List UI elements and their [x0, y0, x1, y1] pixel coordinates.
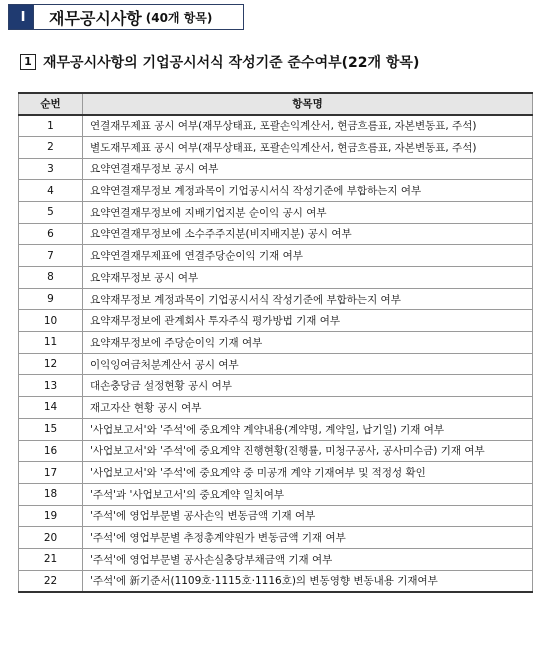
table-row [19, 462, 533, 484]
table-row [19, 353, 533, 375]
row-number: 6 [19, 223, 83, 245]
row-item: '주석'에 영업부문별 공사손실충당부채금액 기재 여부 [83, 548, 533, 570]
table-row [19, 310, 533, 332]
row-number: 7 [19, 245, 83, 267]
table-row [19, 418, 533, 440]
header-count: (40개 항목) [145, 10, 213, 25]
row-number: 22 [19, 570, 83, 592]
row-number: 17 [19, 462, 83, 484]
row-item: 별도재무제표 공시 여부(재무상태표, 포괄손익계산서, 현금흐름표, 자본변동표, 주석) [83, 136, 533, 158]
row-number: 3 [19, 158, 83, 180]
section-title-text: 재무공시사항의 기업공시서식 작성기준 준수여부(22개 항목) [43, 55, 420, 71]
row-item: 요약재무정보에 관계회사 투자주식 평가방법 기재 여부 [83, 310, 533, 332]
header-title-text: 재무공시사항 [49, 8, 142, 28]
row-number: 18 [19, 483, 83, 505]
table-row [19, 158, 533, 180]
row-number: 1 [19, 115, 83, 137]
header-roman-numeral: Ⅰ [9, 5, 37, 29]
section-subtitle [20, 52, 419, 72]
table-row [19, 180, 533, 202]
row-item: '주석'에 영업부문별 공사손익 변동금액 기재 여부 [83, 505, 533, 527]
row-item: '주석'과 '사업보고서'의 중요계약 일치여부 [83, 483, 533, 505]
row-number: 8 [19, 267, 83, 289]
table-row [19, 332, 533, 354]
row-item: 요약연결재무정보에 소수주주지분(비지배지분) 공시 여부 [83, 223, 533, 245]
page-title [37, 5, 243, 29]
row-number: 10 [19, 310, 83, 332]
table-row [19, 201, 533, 223]
row-item: 요약연결재무정보에 지배기업지분 순이익 공시 여부 [83, 201, 533, 223]
table-row [19, 548, 533, 570]
table-row [19, 136, 533, 158]
items-table [18, 92, 533, 593]
row-item: '사업보고서'와 '주석'에 중요계약 중 미공개 계약 기재여부 및 적정성 확인 [83, 462, 533, 484]
row-item: 요약연결재무정보 공시 여부 [83, 158, 533, 180]
table-row [19, 245, 533, 267]
table-row [19, 115, 533, 137]
row-item: 대손충당금 설정현황 공시 여부 [83, 375, 533, 397]
row-number: 12 [19, 353, 83, 375]
row-item: 요약재무정보에 주당순이익 기재 여부 [83, 332, 533, 354]
row-number: 5 [19, 201, 83, 223]
table-row [19, 505, 533, 527]
row-number: 19 [19, 505, 83, 527]
row-item: '주석'에 영업부문별 추정총계약원가 변동금액 기재 여부 [83, 527, 533, 549]
row-item: 재고자산 현황 공시 여부 [83, 397, 533, 419]
row-item: '사업보고서'와 '주석'에 중요계약 계약내용(계약명, 계약일, 납기일) 기재 여부 [83, 418, 533, 440]
table-row [19, 483, 533, 505]
row-number: 9 [19, 288, 83, 310]
table-header-row [19, 93, 533, 115]
table-row [19, 397, 533, 419]
table-row [19, 440, 533, 462]
row-number: 20 [19, 527, 83, 549]
row-item: 이익잉여금처분계산서 공시 여부 [83, 353, 533, 375]
table-row [19, 288, 533, 310]
table-row [19, 527, 533, 549]
row-item: '사업보고서'와 '주석'에 중요계약 진행현황(진행률, 미청구공사, 공사미수금) 기재 여부 [83, 440, 533, 462]
section-header [8, 4, 244, 30]
table-row [19, 223, 533, 245]
row-number: 14 [19, 397, 83, 419]
row-item: 연결재무제표 공시 여부(재무상태표, 포괄손익계산서, 현금흐름표, 자본변동표, 주석) [83, 115, 533, 137]
row-number: 15 [19, 418, 83, 440]
table-row [19, 375, 533, 397]
table-row [19, 267, 533, 289]
row-item: 요약재무정보 계정과목이 기업공시서식 작성기준에 부합하는지 여부 [83, 288, 533, 310]
row-number: 4 [19, 180, 83, 202]
table-row [19, 570, 533, 592]
row-number: 16 [19, 440, 83, 462]
row-number: 2 [19, 136, 83, 158]
row-item: 요약연결재무제표에 연결주당순이익 기재 여부 [83, 245, 533, 267]
row-number: 13 [19, 375, 83, 397]
row-number: 11 [19, 332, 83, 354]
row-item: '주석'에 新기준서(1109호·1115호·1116호)의 변동영향 변동내용 기재여부 [83, 570, 533, 592]
row-number: 21 [19, 548, 83, 570]
column-header-item: 항목명 [83, 93, 533, 115]
column-header-number: 순번 [19, 93, 83, 115]
row-item: 요약재무정보 공시 여부 [83, 267, 533, 289]
section-number-box: 1 [20, 54, 36, 70]
row-item: 요약연결재무정보 계정과목이 기업공시서식 작성기준에 부합하는지 여부 [83, 180, 533, 202]
